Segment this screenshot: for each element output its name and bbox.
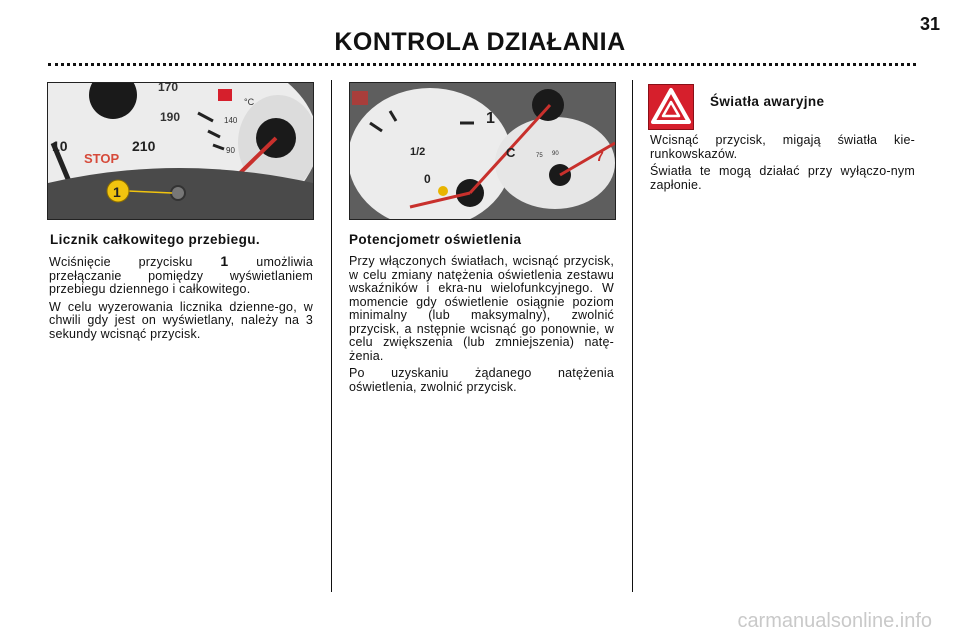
hazard-heading: Światła awaryjne [710,94,825,109]
dimmer-heading: Potencjometr oświetlenia [349,232,522,247]
hazard-text [650,134,915,196]
gauge-label-90: 90 [226,146,235,155]
dimmer-photo [349,82,616,220]
dimmer-text [349,255,614,398]
gauge-label-75: 75 [536,153,543,159]
button-reference-1: 1 [220,253,229,269]
gauge-label-half: 1/2 [410,146,426,158]
column-divider-1 [331,80,332,592]
stop-warning-label: STOP [84,151,120,166]
odometer-heading: Licznik całkowitego przebiegu. [50,232,261,247]
gauge-label-140: 140 [224,116,238,125]
gauge-label-190: 190 [160,110,181,124]
title-divider [48,63,916,66]
hazard-warning-icon [648,84,694,130]
dimmer-paragraph-2: Po uzyskaniu żądanego natężenia oświetlenia, zwolnić przycisk. [349,366,614,394]
callout-number-1: 1 [113,184,121,200]
dimmer-paragraph-1: Przy włączonych światłach, wcisnąć przycisk, w celu zmiany natężenia oświetlenia zestawu wskaźników i ekra-nu wielofunkcyjnego. W momencie gdy oświetlenie osiągnie poziom minimalny (lub maksymalny), zwolnić przycisk, a nstępnie wcisnąć go ponownie, w celu zwiększenia (lub zmniejszenia) natę-żenia. [349,254,614,363]
gauge-label-empty: 0 [424,172,431,186]
gauge-label-cold: C [506,145,516,160]
gauge-label-seven: 7 [596,148,604,164]
odometer-text [49,255,313,345]
hazard-paragraph-2: Światła te mogą działać przy wyłączo-nym zapłonie. [650,164,915,192]
gauge-label-10: 10 [52,138,68,154]
column-divider-2 [632,80,633,592]
page-title: KONTROLA DZIAŁANIA [334,28,626,56]
watermark: carmanualsonline.info [737,610,932,632]
odometer-photo [47,82,314,220]
gauge-label-full: 1 [486,110,495,127]
gauge-label-170: 170 [158,83,179,94]
odometer-paragraph-1: Wciśnięcie przycisku 1 umożliwia przełączanie pomiędzy wyświetlaniem przebiegu dziennego i całkowitego. [49,253,313,296]
page-number: 31 [919,14,940,34]
gauge-label-90-temp: 90 [552,151,559,157]
odometer-paragraph-2: W celu wyzerowania licznika dzienne-go, w chwili gdy jest on wyświetlany, należy na 3 sekundy wcisnąć przycisk. [49,299,313,341]
gauge-label-celsius: °C [244,97,255,107]
hazard-paragraph-1: Wcisnąć przycisk, migają światła kie-runkowskazów. [650,133,915,161]
gauge-label-210: 210 [132,138,156,154]
